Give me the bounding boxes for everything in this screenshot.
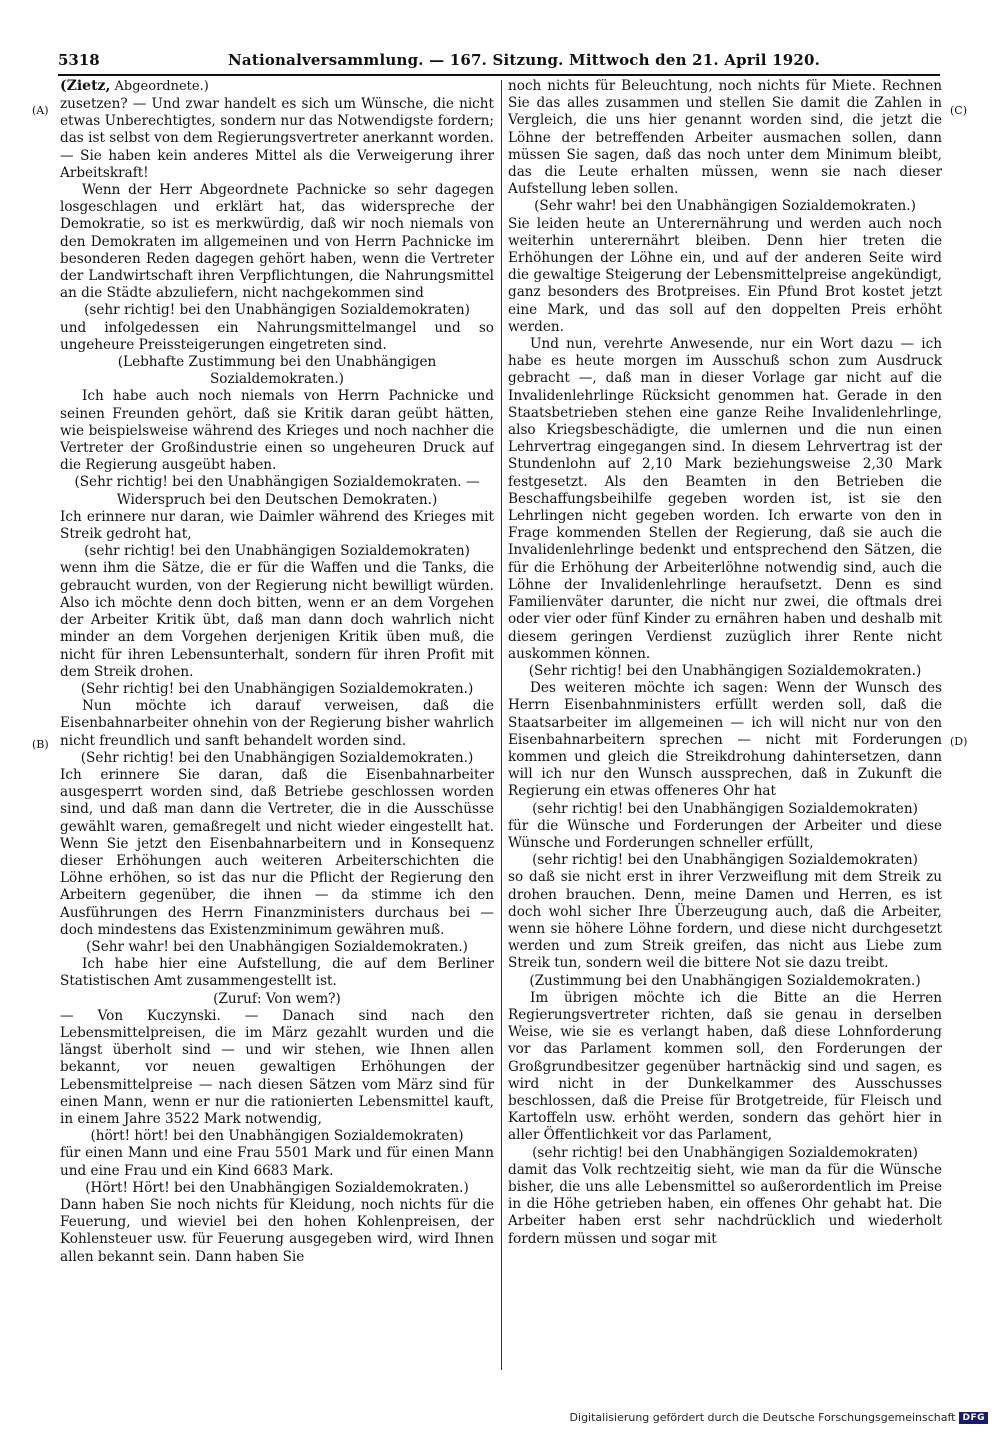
interjection: (Sehr richtig! bei den Unabhängigen Sozialdemokraten.) (80, 680, 474, 697)
interjection: (Sehr richtig! bei den Unabhängigen Sozialdemokraten.) (80, 749, 474, 766)
paragraph: Dann haben Sie noch nichts für Kleidung, noch nichts für die Feuerung, und wieviel bei den hohen Kohlenpreisen, der Kohlensteuer usw. für Feuerung ausgegeben wird, wird Ihnen allen bekannt sein. Dann haben Sie (60, 1197, 494, 1265)
paragraph: Ich habe hier eine Aufstellung, die auf dem Berliner Statistischen Amt zusammengestellt ist. (60, 956, 494, 990)
column-divider (501, 80, 502, 1370)
paragraph: Sie leiden heute an Unterernährung und werden auch noch weiterhin unterernährt bleiben. Denn hier treten die Erhöhungen der Löhne ein, und auf der anderen Seite wird die gewaltige Steigerung der Lebensmittelpreise angekündigt, ganz besonders des Brotpreises. Ein Pfund Brot kostet jetzt eine Mark, und das soll auf den doppelten Preis erhöht werden. (508, 215, 942, 335)
paragraph: Ich erinnere Sie daran, daß die Eisenbahnarbeiter ausgesperrt worden sind, daß Betriebe geschlossen worden sind, und daß man dann die Vertreter, die in die Ausschüsse gewählt waren, gemaßregelt und nicht wieder eingestellt hat. Wenn Sie jetzt den Eisenbahnarbeitern und in Konsequenz dieser Erhöhungen auch weiteren Arbeiterschichten die Löhne erhöhen, so ist das nur die Pflicht der Regierung den Arbeitern gegenüber, die ihnen — da stimme ich den Ausführungen des Herrn Finanzministers durchaus bei — doch mindestens das Existenzminimum gewähren muß. (60, 766, 494, 938)
margin-marker-c: (C) (950, 104, 967, 117)
left-column (60, 96, 494, 1376)
interjection: (Lebhafte Zustimmung bei den Unabhängigen Sozialdemokraten.) (117, 354, 437, 388)
interjection: (Sehr richtig! bei den Unabhängigen Sozialdemokraten.) (528, 662, 922, 679)
interjection: (Zustimmung bei den Unabhängigen Sozialdemokraten.) (529, 972, 921, 989)
paragraph: Nun möchte ich darauf verweisen, daß die Eisenbahnarbeiter ohnehin von der Regierung bisher wahrlich nicht freundlich und sanft behandelt worden sind. (60, 698, 494, 749)
interjection: (sehr richtig! bei den Unabhängigen Sozialdemokraten) (84, 302, 470, 319)
paragraph: Ich habe auch noch niemals von Herrn Pachnicke und seinen Freunden gehört, daß sie Kritik daran geübt hätten, wie beispielsweise während des Krieges und noch nachher die Vertreter der Großindustrie einen so ungeheuren Druck auf die Regierung ausgeübt haben. (60, 388, 494, 474)
session-date: Mittwoch den 21. April 1920. (569, 51, 821, 69)
interjection: (Zuruf: Von wem?) (213, 990, 341, 1007)
interjection: (sehr richtig! bei den Unabhängigen Sozialdemokraten) (84, 543, 470, 560)
page-header (58, 48, 940, 76)
speaker-name: (Zietz, (60, 78, 111, 94)
interjection: (Hört! Hört! bei den Unabhängigen Sozialdemokraten.) (85, 1179, 469, 1196)
footer-credit (570, 1411, 988, 1424)
footer-text: Digitalisierung gefördert durch die Deutsche Forschungsgemeinschaft (569, 1411, 956, 1424)
paragraph: und infolgedessen ein Nahrungsmittelmangel und so ungeheure Preissteigerungen eingetreten sind. (60, 319, 494, 353)
paragraph: Und nun, verehrte Anwesende, nur ein Wort dazu — ich habe es heute morgen im Ausschuß schon zum Ausdruck gebracht —, daß man in dieser Vorlage gar nicht auf die Invalidenlehrlinge Rücksicht genommen hat. Gerade in den Staatsbetrieben stehen eine ganze Reihe Invalidenlehrlinge, also Kriegsbeschädigte, die umlernen und die nun einen Lehrvertrag eingegangen sind. In diesem Lehrvertrag ist der Stundenlohn auf 2,10 Mark beziehungsweise 2,30 Mark festgesetzt. Als den Beamten in den Betrieben die Beschaffungsbeihilfe gegeben worden ist, ist sie den Lehrlingen nicht gegeben worden. Ich erwarte von den in Frage kommenden Stellen der Regierung, daß sie auch die Invalidenlehrlinge bedenkt und entsprechend den Sätzen, die für die Erhöhung der Arbeiterlöhne notwendig sind, auch die Löhne der Invalidenlehrlinge heraufsetzt. Denn es sind Familienväter darunter, die nicht nur zwei, die oftmals drei oder vier oder fünf Kinder zu ernähren haben und deshalb mit diesem geringen Verdienst zuzüglich ihrer Rente nicht auskommen können. (508, 336, 942, 662)
paragraph: — Von Kuczynski. — Danach sind nach den Lebensmittelpreisen, die im März gezahlt wurden und die längst überholt sind — und wir stehen, wie Ihnen allen bekannt, vor neuen gewaltigen Erhöhungen der Lebensmittelpreise — nach diesen Sätzen vom März sind für einen Mann, wenn er nur die rationierten Lebensmittel kauft, in einem Jahre 3522 Mark notwendig, (60, 1007, 494, 1127)
paragraph: Des weiteren möchte ich sagen: Wenn der Wunsch des Herrn Eisenbahnministers erfüllt werden soll, daß die Staatsarbeiter im allgemeinen — ich will nicht nur von den Eisenbahnarbeitern sprechen — nicht mit Forderungen kommen und gleich die Streikdrohung dahintersetzen, dann will ich nur den Wunsch aussprechen, daß in Zukunft die Regierung ein etwas offeneres Ohr hat (508, 680, 942, 800)
paragraph: noch nichts für Beleuchtung, noch nichts für Miete. Rechnen Sie das alles zusammen und stellen Sie damit die Zahlen in Vergleich, die uns hier genannt worden sind, die jetzt die Löhne der betreffenden Arbeiter ausmachen sollen, dann müssen Sie sagen, daß das noch unter dem Minimum bleibt, das die Leute erhalten müssen, wenn sie nach dieser Aufstellung leben sollen. (508, 78, 942, 198)
interjection: (Sehr richtig! bei den Unabhängigen Sozialdemokraten. — Widerspruch bei den Deutschen Demokraten.) (74, 474, 480, 508)
paragraph: Wenn der Herr Abgeordnete Pachnicke so sehr dagegen losgeschlagen und erklärt hat, das widerspreche der Demokratie, so ist es merkwürdig, daß wir noch niemals von den Demokraten im allgemeinen und von Herrn Pachnicke im besonderen Reden dagegen gehört haben, wenn die Vertreter der Landwirtschaft ihren Verpflichtungen, die Nahrungsmittel an die Städte abzuliefern, nicht nachgekommen sind (60, 182, 494, 302)
paragraph: Ich erinnere nur daran, wie Daimler während des Krieges mit Streik gedroht hat, (60, 508, 494, 543)
header-title (228, 51, 820, 69)
margin-marker-d: (D) (950, 735, 968, 748)
interjection: (sehr richtig! bei den Unabhängigen Sozialdemokraten) (532, 800, 918, 817)
margin-marker-b: (B) (32, 738, 49, 751)
paragraph: wenn ihm die Sätze, die er für die Waffen und die Tanks, die gebraucht wurden, von der Regierung nicht bewilligt würden. Also ich möchte denn doch bitten, wenn er an dem Vorgehen der Arbeiter Kritik übt, daß man dann doch wahrlich nicht minder an dem Vorgehen derjenigen Kritik üben muß, die nicht für ihren Lebensunterhalt, sondern für ihren Profit mit dem Streik drohen. (60, 560, 494, 680)
margin-marker-a: (A) (32, 104, 49, 117)
session-title: Nationalversammlung. — 167. Sitzung. (228, 51, 564, 69)
right-column (508, 78, 942, 1358)
interjection: (Sehr wahr! bei den Unabhängigen Sozialdemokraten.) (534, 198, 916, 215)
paragraph: zusetzen? — Und zwar handelt es sich um Wünsche, die nicht etwas Unberechtigtes, sondern nur das Notwendigste fordern; das ist selbst von dem Regierungsvertreter anerkannt worden. — Sie haben kein anderes Mittel als die Verweigerung ihrer Arbeitskraft! (60, 96, 494, 181)
paragraph: damit das Volk rechtzeitig sieht, wie man da für die Wünsche bisher, die uns alle Lebensmittel so außerordentlich im Preise in die Höhe getrieben haben, ein offenes Ohr gehabt hat. Die Arbeiter haben erst sehr nachdrücklich und wiederholt fordern müssen und sogar mit (508, 1161, 942, 1247)
page-number: 5318 (58, 51, 100, 69)
paragraph: so daß sie nicht erst in ihrer Verzweiflung mit dem Streik zu drohen brauchen. Denn, meine Damen und Herren, es ist doch wohl sicher Ihre Überzeugung auch, daß die Arbeiter, wenn sie höhere Löhne fordern, und diese nicht durchgesetzt werden und zum Streik greifen, das nicht aus Liebe zum Streik tun, sondern weil die bittere Not sie dazu treibt. (508, 869, 942, 972)
speaker-role: Abgeordnete.) (114, 79, 209, 94)
paragraph: Im übrigen möchte ich die Bitte an die Herren Regierungsvertreter richten, daß sie genau in derselben Weise, wie sie es verlangt haben, daß diese Lohnforderung vor das Parlament kommen soll, den Forderungen der Großgrundbesitzer gegenüber hartnäckig sind und sagen, es wird nicht in der Dunkelkammer des Ausschusses beschlossen, daß die Preise für Brotgetreide, für Fleisch und Kartoffeln usw. erhöht werden, sondern das gehört hier in aller Öffentlichkeit vor das Parlament, (508, 989, 942, 1144)
interjection: (Sehr wahr! bei den Unabhängigen Sozialdemokraten.) (86, 938, 468, 955)
interjection: (sehr richtig! bei den Unabhängigen Sozialdemokraten) (532, 1144, 918, 1161)
interjection: (sehr richtig! bei den Unabhängigen Sozialdemokraten) (532, 852, 918, 869)
interjection: (hört! hört! bei den Unabhängigen Sozialdemokraten) (90, 1128, 464, 1145)
speaker-line (60, 78, 209, 94)
paragraph: für einen Mann und eine Frau 5501 Mark und für einen Mann und eine Frau und ein Kind 6683 Mark. (60, 1145, 494, 1179)
paragraph: für die Wünsche und Forderungen der Arbeiter und diese Wünsche und Forderungen schneller erfüllt, (508, 817, 942, 851)
dfg-logo: DFG (959, 1412, 988, 1424)
